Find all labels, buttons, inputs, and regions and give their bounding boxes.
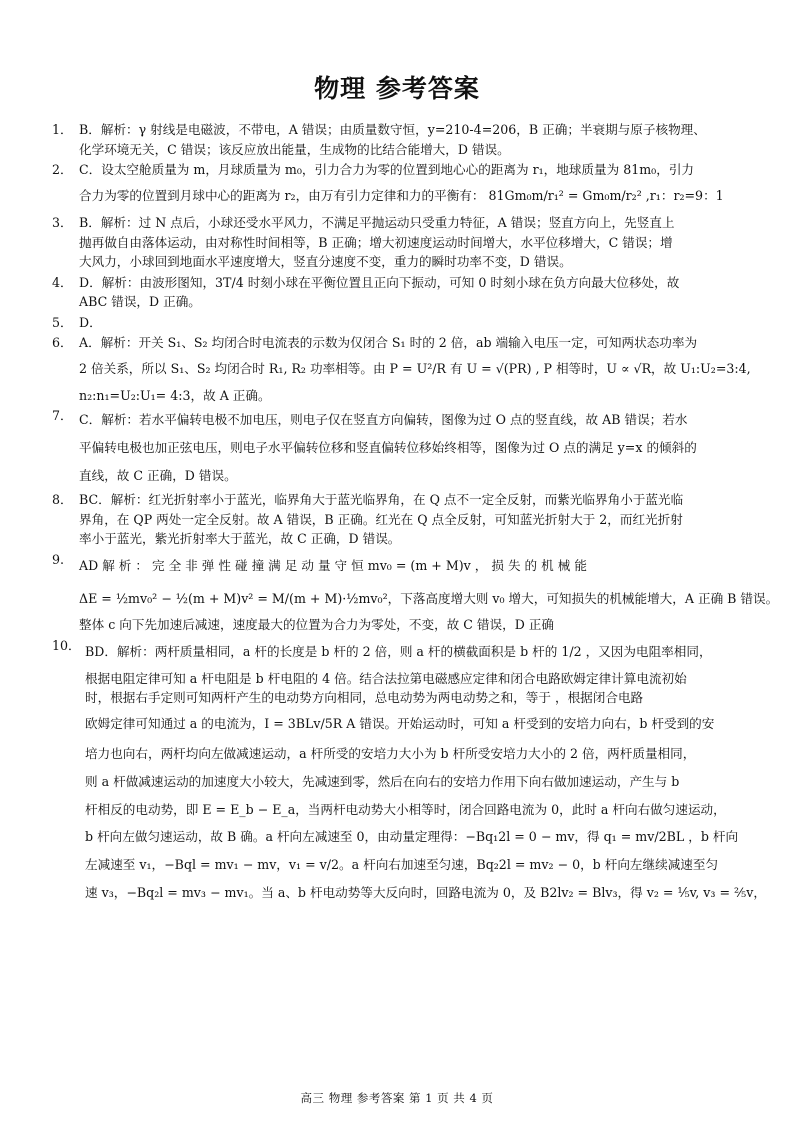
- item-line: D．解析：由波形图知，3T/4 时刻小球在平衡位置且正向下振动，可知 0 时刻小球在负方向最大位移处，故: [79, 274, 680, 290]
- answer-item-2: [52, 160, 757, 212]
- item-line: 则 a 杆做减速运动的加速度大小较大，先减速到零，然后在向右的安培力作用下向右做加速运动，产生与 b: [85, 773, 680, 789]
- item-line: B．解析：过 N 点后，小球还受水平风力，不满足平抛运动只受重力特征，A 错误；竖直方向上，先竖直上: [79, 215, 675, 231]
- item-line-formula: 速 v₃，−Bq₂l = mv₃ − mv₁。当 a、b 杆电动势等大反向时，回路电流为 0，及 B2lv₂ = Blv₃，得 v₂ = ⅕v, v₃ = ⅖v，: [85, 884, 766, 900]
- answer-item-8: [52, 490, 757, 549]
- item-line-formula: b 杆向左做匀速运动，故 B 确。a 杆向左减速至 0，由动量定理得：−Bq₁2l = 0 − mv，得 q₁ = mv/2BL ，b 杆向: [85, 829, 739, 845]
- page-footer: 高三 物理 参考答案 第 1 页 共 4 页: [300, 1091, 494, 1105]
- item-line: BC．解析：红光折射率小于蓝光，临界角大于蓝光临界角，在 Q 点不一定全反射，而紫光临界角小于蓝光临: [79, 492, 684, 508]
- item-line: 界角，在 QP 两处一定全反射。故 A 错误，B 正确。红光在 Q 点全反射，可知蓝光折射大于 2，而红光折射: [79, 511, 683, 527]
- item-number: 9.: [52, 551, 65, 567]
- answer-item-10: [52, 636, 766, 907]
- item-line: 平偏转电极也加正弦电压，则电子水平偏转位移和竖直偏转位移始终相等，图像为过 O 点的满足 y=x 的倾斜的: [79, 439, 697, 455]
- answer-item-5: [52, 313, 757, 333]
- item-line-formula: AD 解 析 ： 完 全 非 弹 性 碰 撞 满 足 动 量 守 恒 mv₀ = (m + M)v ， 损 失 的 机 械 能: [79, 557, 587, 573]
- item-line: 大风力，小球回到地面水平速度增大，竖直分速度不变，重力的瞬时功率不变，D 错误。: [79, 254, 572, 270]
- page-title: 物理 参考答案: [314, 74, 480, 103]
- item-line: 率小于蓝光，紫光折射率大于蓝光，故 C 正确，D 错误。: [79, 531, 401, 547]
- item-line: C．设太空舱质量为 m，月球质量为 m₀，引力合力为零的位置到地心心的距离为 r₁，地球质量为 81m₀，引力: [79, 162, 695, 178]
- item-line: BD．解析：两杆质量相同，a 杆的长度是 b 杆的 2 倍，则 a 杆的横截面积是 b 杆的 1/2 ，又因为电阻率相同，: [85, 643, 712, 659]
- item-number: 5．: [52, 314, 73, 330]
- item-line: 培力也向右，两杆均向左做减速运动，a 杆所受的安培力大小为 b 杆所受安培力大小的 2 倍，两杆质量相同，: [85, 746, 696, 762]
- answer-item-1: [52, 120, 757, 159]
- item-number: 2．: [52, 162, 73, 178]
- item-line: ABC 错误，D 正确。: [79, 294, 201, 310]
- item-line: 整体 c 向下先加速后减速，速度最大的位置为合力为零处，不变，故 C 错误，D 正确: [79, 617, 554, 633]
- item-line: 直线，故 C 正确，D 错误。: [79, 467, 237, 483]
- answer-item-3: [52, 213, 757, 272]
- item-line: 抛再做自由落体运动，由对称性时间相等，B 正确；增大初速度运动时间增大，水平位移增大，C 错误；增: [79, 234, 673, 250]
- item-line: 根据电阻定律可知 a 杆电阻是 b 杆电阻的 4 倍。结合法拉第电磁感应定律和闭合电路欧姆定律计算电流初始: [85, 670, 687, 686]
- answer-item-9: [52, 550, 779, 635]
- item-line: C．解析：若水平偏转电极不加电压，则电子仅在竖直方向偏转，图像为过 O 点的竖直线，故 AB 错误；若水: [79, 412, 688, 428]
- item-line-formula: 合力为零的位置到月球中心的距离为 r₂，由万有引力定律和力的平衡有： 81Gm₀m/r₁² = Gm₀m/r₂² ,r₁：r₂=9：1: [79, 187, 724, 203]
- answer-item-4: [52, 273, 757, 312]
- answer-item-7: [52, 406, 757, 489]
- item-line: 时，根据右手定则可知两杆产生的电动势方向相同，总电动势为两电动势之和，等于 ，根据闭合电路: [85, 690, 644, 706]
- item-number: 1．: [52, 122, 73, 137]
- item-number: 4．: [52, 274, 73, 290]
- item-number: 8．: [52, 492, 73, 508]
- answer-item-6: [52, 333, 757, 405]
- item-line-formula: 2 倍关系，所以 S₁、S₂ 均闭合时 R₁, R₂ 功率相等。由 P = U²/R 有 U = √(PR) , P 相等时，U ∝ √R，故 U₁:U₂=3:4,: [79, 360, 751, 376]
- item-number: 6．: [52, 335, 73, 351]
- item-line-formula: 欧姆定律可知通过 a 的电流为，I = 3BLv/5R A 错误。开始运动时，可知 a 杆受到的安培力向右，b 杆受到的安: [85, 715, 715, 731]
- item-line-formula: ΔE = ½mv₀² − ½(m + M)v² = M/(m + M)·½mv₀²，下落高度增大则 v₀ 增大，可知损失的机械能增大，A 正确 B 错误。: [79, 590, 779, 606]
- answer-list: [52, 120, 779, 908]
- item-line-formula: 左减速至 v₁，−Bql = mv₁ − mv，v₁ = v/2。a 杆向右加速至匀速，Bq₂2l = mv₂ − 0，b 杆向左继续减速至匀: [85, 857, 719, 873]
- item-number: 3．: [52, 215, 73, 231]
- item-number: 10．: [52, 637, 81, 653]
- item-line: D．: [79, 314, 102, 330]
- item-line: 化学环境无关，C 错误；该反应放出能量，生成物的比结合能增大，D 错误。: [79, 141, 510, 157]
- item-line: n₂:n₁=U₂:U₁= 4:3，故 A 正确。: [79, 387, 271, 403]
- item-line: A．解析：开关 S₁、S₂ 均闭合时电流表的示数为仅闭合 S₁ 时的 2 倍，ab 端输入电压一定，可知两状态功率为: [79, 335, 698, 351]
- item-number: 7．: [52, 408, 73, 424]
- item-line-formula: 杆相反的电动势，即 E = E_b − E_a，当两杆电动势大小相等时，闭合回路电流为 0，此时 a 杆向右做匀速运动，: [85, 801, 726, 817]
- item-line: B．解析：γ 射线是电磁波，不带电，A 错误；由质量数守恒，y=210-4=206，B 正确；半衰期与原子核物理、: [79, 122, 706, 137]
